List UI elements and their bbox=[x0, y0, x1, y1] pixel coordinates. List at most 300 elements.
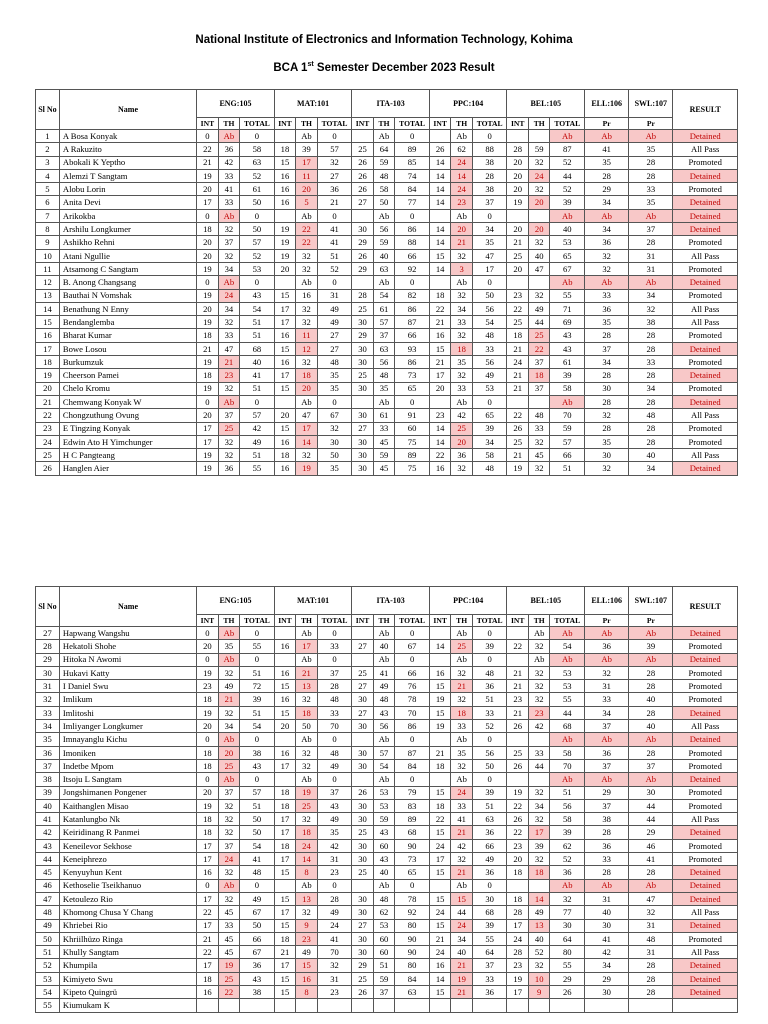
mark-cell: 26 bbox=[429, 143, 450, 156]
mark-cell: 33 bbox=[218, 196, 239, 209]
table-row bbox=[36, 449, 738, 462]
table-row bbox=[36, 959, 738, 972]
result-cell: Detained bbox=[673, 972, 738, 985]
table-row bbox=[36, 209, 738, 222]
mark-cell: 34 bbox=[629, 462, 673, 475]
mark-cell: 31 bbox=[629, 249, 673, 262]
mark-cell: 11 bbox=[296, 169, 317, 182]
mark-cell: 48 bbox=[240, 866, 275, 879]
name-cell: Imliyanger Longkumer bbox=[59, 720, 196, 733]
mark-cell: 32 bbox=[296, 249, 317, 262]
name-cell: Khully Sangtam bbox=[59, 946, 196, 959]
mark-cell: 49 bbox=[240, 435, 275, 448]
mark-cell: 35 bbox=[317, 369, 352, 382]
mark-cell: Ab bbox=[629, 653, 673, 666]
result-cell: Detained bbox=[673, 369, 738, 382]
mark-cell: Ab bbox=[550, 395, 585, 408]
mark-cell: 73 bbox=[395, 369, 430, 382]
mark-cell: Ab bbox=[550, 209, 585, 222]
table-row bbox=[36, 409, 738, 422]
mark-cell: 40 bbox=[629, 693, 673, 706]
sl-cell: 26 bbox=[36, 462, 60, 475]
header-subject: ITA-103 bbox=[352, 90, 430, 118]
mark-cell: 18 bbox=[197, 972, 218, 985]
mark-cell: 30 bbox=[352, 356, 373, 369]
mark-cell: 84 bbox=[395, 759, 430, 772]
mark-cell: 11 bbox=[296, 329, 317, 342]
mark-cell: 34 bbox=[585, 706, 629, 719]
mark-cell bbox=[296, 999, 317, 1012]
mark-cell: 18 bbox=[296, 369, 317, 382]
mark-cell: 32 bbox=[451, 759, 472, 772]
mark-cell: 36 bbox=[585, 839, 629, 852]
mark-cell: 22 bbox=[218, 986, 239, 999]
mark-cell: 67 bbox=[550, 262, 585, 275]
mark-cell: 21 bbox=[451, 866, 472, 879]
sl-cell: 41 bbox=[36, 813, 60, 826]
mark-cell: 29 bbox=[352, 959, 373, 972]
mark-cell: 25 bbox=[507, 435, 528, 448]
mark-cell: 65 bbox=[472, 409, 507, 422]
mark-cell: 65 bbox=[550, 249, 585, 262]
mark-cell: 35 bbox=[317, 462, 352, 475]
mark-cell bbox=[528, 773, 549, 786]
mark-cell: 39 bbox=[472, 919, 507, 932]
table-row bbox=[36, 329, 738, 342]
result-cell: All Pass bbox=[673, 720, 738, 733]
header-pr: Pr bbox=[629, 118, 673, 130]
mark-cell: 22 bbox=[507, 799, 528, 812]
mark-cell: 14 bbox=[429, 223, 450, 236]
sl-cell: 12 bbox=[36, 276, 60, 289]
mark-cell: 32 bbox=[218, 249, 239, 262]
mark-cell: 54 bbox=[240, 839, 275, 852]
mark-cell: 38 bbox=[472, 183, 507, 196]
name-cell: A Rakuzito bbox=[59, 143, 196, 156]
name-cell: I Daniel Swu bbox=[59, 680, 196, 693]
table-row bbox=[36, 799, 738, 812]
header-subcol: INT bbox=[197, 118, 218, 130]
mark-cell: 30 bbox=[585, 382, 629, 395]
mark-cell: Ab bbox=[585, 627, 629, 640]
mark-cell: 15 bbox=[274, 289, 295, 302]
name-cell: Benathung N Enny bbox=[59, 302, 196, 315]
sl-cell: 16 bbox=[36, 329, 60, 342]
mark-cell: 53 bbox=[550, 236, 585, 249]
name-cell: H C Pangteang bbox=[59, 449, 196, 462]
result-cell: Detained bbox=[673, 733, 738, 746]
mark-cell: 55 bbox=[550, 289, 585, 302]
mark-cell: 58 bbox=[373, 183, 394, 196]
mark-cell bbox=[451, 999, 472, 1012]
mark-cell: 42 bbox=[240, 422, 275, 435]
mark-cell: Ab bbox=[296, 276, 317, 289]
mark-cell: 20 bbox=[197, 409, 218, 422]
mark-cell: 32 bbox=[528, 666, 549, 679]
mark-cell bbox=[352, 773, 373, 786]
result-cell: Promoted bbox=[673, 839, 738, 852]
mark-cell: 53 bbox=[373, 919, 394, 932]
mark-cell: 45 bbox=[373, 435, 394, 448]
mark-cell: 17 bbox=[274, 853, 295, 866]
mark-cell: 40 bbox=[528, 932, 549, 945]
name-cell: Hanglen Aier bbox=[59, 462, 196, 475]
mark-cell: 22 bbox=[528, 342, 549, 355]
mark-cell: 50 bbox=[240, 196, 275, 209]
mark-cell: 32 bbox=[296, 759, 317, 772]
mark-cell: 44 bbox=[528, 759, 549, 772]
mark-cell: 0 bbox=[197, 627, 218, 640]
mark-cell bbox=[429, 395, 450, 408]
name-cell: Burkumzuk bbox=[59, 356, 196, 369]
name-cell: Khomong Chusa Y Chang bbox=[59, 906, 196, 919]
mark-cell: 45 bbox=[373, 462, 394, 475]
mark-cell: 20 bbox=[197, 249, 218, 262]
mark-cell: 44 bbox=[550, 169, 585, 182]
mark-cell: 14 bbox=[429, 640, 450, 653]
mark-cell: 36 bbox=[585, 746, 629, 759]
mark-cell: 33 bbox=[451, 720, 472, 733]
table-row bbox=[36, 999, 738, 1012]
mark-cell: Ab bbox=[585, 733, 629, 746]
mark-cell: 36 bbox=[240, 959, 275, 972]
table-row bbox=[36, 879, 738, 892]
exam-title: BCA 1st Semester December 2023 Result bbox=[273, 61, 495, 74]
mark-cell: 37 bbox=[472, 196, 507, 209]
mark-cell: 0 bbox=[472, 879, 507, 892]
mark-cell: 15 bbox=[274, 422, 295, 435]
header-subcol: TH bbox=[528, 615, 549, 627]
mark-cell: 0 bbox=[317, 209, 352, 222]
mark-cell: 23 bbox=[317, 986, 352, 999]
mark-cell: 21 bbox=[451, 959, 472, 972]
mark-cell bbox=[429, 209, 450, 222]
mark-cell: 32 bbox=[218, 826, 239, 839]
sl-cell: 8 bbox=[36, 223, 60, 236]
mark-cell: 17 bbox=[274, 316, 295, 329]
result-cell: Detained bbox=[673, 986, 738, 999]
mark-cell: 15 bbox=[274, 382, 295, 395]
header-subject: MAT:101 bbox=[274, 90, 352, 118]
mark-cell: 32 bbox=[296, 262, 317, 275]
mark-cell: 16 bbox=[296, 972, 317, 985]
mark-cell: 37 bbox=[373, 986, 394, 999]
mark-cell: 32 bbox=[451, 289, 472, 302]
mark-cell: 44 bbox=[528, 316, 549, 329]
mark-cell: 16 bbox=[274, 746, 295, 759]
mark-cell: 32 bbox=[528, 435, 549, 448]
mark-cell: 36 bbox=[472, 986, 507, 999]
mark-cell: 18 bbox=[274, 449, 295, 462]
mark-cell: 18 bbox=[274, 932, 295, 945]
mark-cell: 35 bbox=[218, 640, 239, 653]
name-cell: Alemzi T Sangtam bbox=[59, 169, 196, 182]
mark-cell: 18 bbox=[197, 813, 218, 826]
mark-cell: 0 bbox=[395, 627, 430, 640]
mark-cell: 42 bbox=[317, 839, 352, 852]
header-subcol: INT bbox=[429, 615, 450, 627]
mark-cell bbox=[528, 130, 549, 143]
name-cell: Jongshimanen Pongener bbox=[59, 786, 196, 799]
mark-cell: 20 bbox=[507, 169, 528, 182]
mark-cell: 37 bbox=[585, 342, 629, 355]
mark-cell: Ab bbox=[218, 395, 239, 408]
mark-cell: 18 bbox=[528, 369, 549, 382]
mark-cell: 85 bbox=[395, 156, 430, 169]
mark-cell: 32 bbox=[585, 462, 629, 475]
mark-cell: 51 bbox=[472, 693, 507, 706]
mark-cell: 65 bbox=[395, 382, 430, 395]
mark-cell bbox=[507, 733, 528, 746]
mark-cell bbox=[507, 999, 528, 1012]
mark-cell: 39 bbox=[550, 196, 585, 209]
mark-cell: 41 bbox=[451, 813, 472, 826]
table-row bbox=[36, 786, 738, 799]
table-row bbox=[36, 236, 738, 249]
mark-cell: 91 bbox=[395, 409, 430, 422]
mark-cell: 19 bbox=[197, 666, 218, 679]
mark-cell: 25 bbox=[352, 369, 373, 382]
mark-cell: 21 bbox=[507, 666, 528, 679]
result-cell: Detained bbox=[673, 892, 738, 905]
mark-cell: 24 bbox=[451, 919, 472, 932]
mark-cell: 25 bbox=[451, 422, 472, 435]
table-row bbox=[36, 706, 738, 719]
mark-cell: 28 bbox=[629, 959, 673, 972]
mark-cell: 21 bbox=[218, 356, 239, 369]
mark-cell: 16 bbox=[429, 462, 450, 475]
name-cell: Katanlungbo Nk bbox=[59, 813, 196, 826]
sl-cell: 22 bbox=[36, 409, 60, 422]
table-row bbox=[36, 223, 738, 236]
mark-cell: 33 bbox=[218, 169, 239, 182]
mark-cell: 57 bbox=[373, 746, 394, 759]
mark-cell: 19 bbox=[197, 462, 218, 475]
mark-cell: 18 bbox=[528, 866, 549, 879]
mark-cell: 60 bbox=[373, 932, 394, 945]
mark-cell: 59 bbox=[373, 156, 394, 169]
mark-cell: 65 bbox=[395, 866, 430, 879]
mark-cell: 63 bbox=[373, 262, 394, 275]
mark-cell: 32 bbox=[451, 666, 472, 679]
mark-cell: 39 bbox=[550, 826, 585, 839]
mark-cell: 25 bbox=[507, 316, 528, 329]
mark-cell: 24 bbox=[451, 183, 472, 196]
mark-cell: 17 bbox=[274, 302, 295, 315]
mark-cell: 19 bbox=[274, 249, 295, 262]
mark-cell: 15 bbox=[274, 342, 295, 355]
result-cell: All Pass bbox=[673, 143, 738, 156]
mark-cell: 18 bbox=[197, 746, 218, 759]
mark-cell: 0 bbox=[395, 773, 430, 786]
mark-cell: 60 bbox=[395, 422, 430, 435]
mark-cell: 17 bbox=[197, 196, 218, 209]
mark-cell: 30 bbox=[317, 435, 352, 448]
result-cell: Promoted bbox=[673, 289, 738, 302]
result-cell: Detained bbox=[673, 879, 738, 892]
mark-cell: 28 bbox=[629, 866, 673, 879]
mark-cell: 32 bbox=[528, 236, 549, 249]
table-row bbox=[36, 342, 738, 355]
mark-cell: 32 bbox=[317, 959, 352, 972]
mark-cell: 23 bbox=[507, 959, 528, 972]
name-cell: Alobu Lorin bbox=[59, 183, 196, 196]
mark-cell: 37 bbox=[629, 223, 673, 236]
table-row bbox=[36, 183, 738, 196]
result-cell: Detained bbox=[673, 627, 738, 640]
mark-cell: 26 bbox=[507, 720, 528, 733]
mark-cell: 40 bbox=[550, 223, 585, 236]
mark-cell: 18 bbox=[296, 826, 317, 839]
mark-cell: 55 bbox=[240, 462, 275, 475]
mark-cell: 21 bbox=[507, 369, 528, 382]
mark-cell: 87 bbox=[395, 316, 430, 329]
header-subcol: INT bbox=[197, 615, 218, 627]
mark-cell: 30 bbox=[352, 813, 373, 826]
mark-cell: 17 bbox=[507, 986, 528, 999]
mark-cell: 33 bbox=[629, 183, 673, 196]
mark-cell bbox=[395, 999, 430, 1012]
table-row bbox=[36, 627, 738, 640]
table-row bbox=[36, 196, 738, 209]
mark-cell: 20 bbox=[218, 746, 239, 759]
mark-cell: 28 bbox=[585, 369, 629, 382]
mark-cell: 51 bbox=[550, 786, 585, 799]
mark-cell: 0 bbox=[472, 276, 507, 289]
name-cell: Bauthai N Vomshak bbox=[59, 289, 196, 302]
mark-cell: Ab bbox=[218, 130, 239, 143]
mark-cell: 41 bbox=[373, 666, 394, 679]
mark-cell: 41 bbox=[240, 369, 275, 382]
name-cell: Itsoju L Sangtam bbox=[59, 773, 196, 786]
mark-cell: 44 bbox=[629, 799, 673, 812]
mark-cell bbox=[274, 276, 295, 289]
header-subject: MAT:101 bbox=[274, 587, 352, 615]
header-subcol: TH bbox=[296, 118, 317, 130]
mark-cell: Ab bbox=[629, 276, 673, 289]
mark-cell: 23 bbox=[507, 839, 528, 852]
mark-cell: 28 bbox=[352, 289, 373, 302]
header-pr: Pr bbox=[585, 615, 629, 627]
mark-cell: 27 bbox=[352, 422, 373, 435]
mark-cell: 56 bbox=[373, 720, 394, 733]
mark-cell: 22 bbox=[197, 906, 218, 919]
name-cell: Ashikho Rehni bbox=[59, 236, 196, 249]
mark-cell: 30 bbox=[352, 449, 373, 462]
name-cell: Atani Ngullie bbox=[59, 249, 196, 262]
mark-cell: 32 bbox=[528, 853, 549, 866]
mark-cell: 49 bbox=[472, 369, 507, 382]
mark-cell bbox=[274, 209, 295, 222]
name-cell: Kimiyeto Swu bbox=[59, 972, 196, 985]
mark-cell: 0 bbox=[472, 395, 507, 408]
mark-cell: 47 bbox=[472, 249, 507, 262]
mark-cell bbox=[197, 999, 218, 1012]
mark-cell: 25 bbox=[296, 799, 317, 812]
table-row bbox=[36, 680, 738, 693]
mark-cell: 37 bbox=[218, 236, 239, 249]
mark-cell: 23 bbox=[528, 706, 549, 719]
mark-cell: 3 bbox=[451, 262, 472, 275]
sl-cell: 50 bbox=[36, 932, 60, 945]
table-row bbox=[36, 316, 738, 329]
result-cell: Promoted bbox=[673, 786, 738, 799]
mark-cell: 51 bbox=[240, 666, 275, 679]
table-row bbox=[36, 839, 738, 852]
header-subcol: TH bbox=[373, 118, 394, 130]
mark-cell: 18 bbox=[296, 706, 317, 719]
mark-cell: 50 bbox=[373, 196, 394, 209]
mark-cell: 87 bbox=[395, 746, 430, 759]
mark-cell: 32 bbox=[317, 422, 352, 435]
mark-cell: 40 bbox=[451, 946, 472, 959]
mark-cell: 47 bbox=[528, 262, 549, 275]
mark-cell bbox=[507, 653, 528, 666]
mark-cell: 15 bbox=[274, 706, 295, 719]
mark-cell: 48 bbox=[472, 666, 507, 679]
mark-cell bbox=[274, 395, 295, 408]
mark-cell: 32 bbox=[451, 693, 472, 706]
mark-cell: 41 bbox=[317, 932, 352, 945]
mark-cell: 19 bbox=[218, 959, 239, 972]
mark-cell: Ab bbox=[451, 879, 472, 892]
header-subcol: INT bbox=[507, 118, 528, 130]
name-cell: Keneiphrezo bbox=[59, 853, 196, 866]
mark-cell: 20 bbox=[296, 382, 317, 395]
mark-cell: 28 bbox=[507, 906, 528, 919]
mark-cell: 49 bbox=[528, 302, 549, 315]
table-row bbox=[36, 986, 738, 999]
mark-cell: Ab bbox=[585, 879, 629, 892]
mark-cell: 73 bbox=[395, 853, 430, 866]
mark-cell: 36 bbox=[472, 866, 507, 879]
sl-cell: 45 bbox=[36, 866, 60, 879]
mark-cell: 0 bbox=[317, 395, 352, 408]
mark-cell: 20 bbox=[507, 156, 528, 169]
mark-cell: Ab bbox=[585, 276, 629, 289]
mark-cell bbox=[528, 276, 549, 289]
mark-cell: 17 bbox=[274, 906, 295, 919]
name-cell: Chemwang Konyak W bbox=[59, 395, 196, 408]
mark-cell: 43 bbox=[317, 799, 352, 812]
mark-cell: Ab bbox=[218, 627, 239, 640]
mark-cell: 63 bbox=[373, 342, 394, 355]
mark-cell: 66 bbox=[395, 329, 430, 342]
mark-cell: Ab bbox=[373, 773, 394, 786]
mark-cell: 28 bbox=[629, 422, 673, 435]
mark-cell: 21 bbox=[429, 932, 450, 945]
mark-cell: 24 bbox=[218, 289, 239, 302]
mark-cell: 48 bbox=[472, 462, 507, 475]
mark-cell: 0 bbox=[395, 879, 430, 892]
name-cell: Bharat Kumar bbox=[59, 329, 196, 342]
mark-cell: 9 bbox=[296, 919, 317, 932]
mark-cell: 15 bbox=[274, 866, 295, 879]
mark-cell: 20 bbox=[451, 435, 472, 448]
mark-cell: 36 bbox=[317, 183, 352, 196]
mark-cell: 62 bbox=[550, 839, 585, 852]
mark-cell: Ab bbox=[629, 773, 673, 786]
mark-cell: 22 bbox=[429, 449, 450, 462]
mark-cell: 19 bbox=[507, 972, 528, 985]
mark-cell: 83 bbox=[395, 799, 430, 812]
mark-cell: 17 bbox=[197, 959, 218, 972]
mark-cell: 19 bbox=[451, 972, 472, 985]
mark-cell: 20 bbox=[507, 262, 528, 275]
mark-cell: 61 bbox=[373, 409, 394, 422]
result-cell: Promoted bbox=[673, 156, 738, 169]
mark-cell: 19 bbox=[507, 786, 528, 799]
